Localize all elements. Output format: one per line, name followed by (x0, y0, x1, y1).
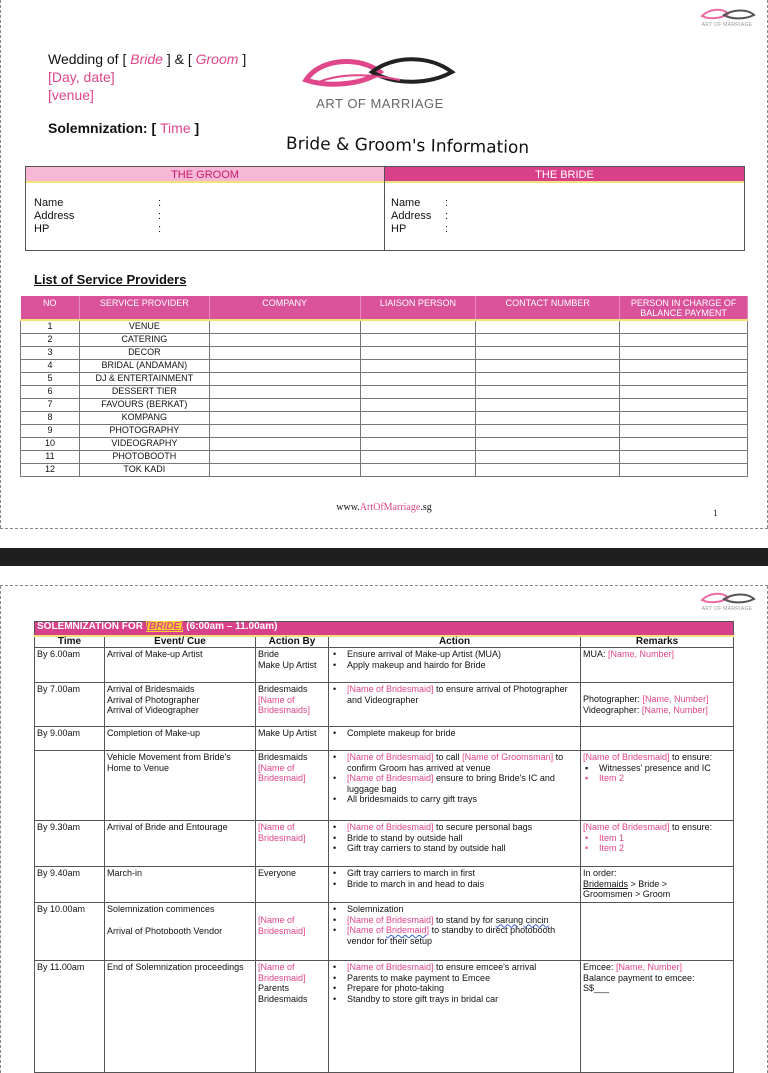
action-item: • Bride to stand by outside hall (331, 833, 578, 844)
groom-hp-colon: : (158, 223, 162, 235)
remark-line (583, 962, 731, 973)
action-rest: to call (433, 752, 463, 762)
action-item: • Ensure arrival of Make-up Artist (MUA) (331, 649, 578, 660)
event-line: Arrival of Bridesmaids (107, 684, 195, 694)
bride-placeholder: Bride (130, 51, 163, 67)
remark-line (583, 879, 731, 890)
time-cell: By 9.00am (35, 727, 105, 751)
bride-groom-info-table (25, 166, 745, 251)
contact-cell (476, 463, 620, 476)
contact-cell (476, 424, 620, 437)
balance-payment-cell (620, 437, 748, 450)
table-row (35, 961, 734, 1073)
groom-hp-label: HP (34, 223, 50, 235)
contact-cell (476, 450, 620, 463)
main-logo (300, 50, 460, 120)
liaison-cell (360, 398, 476, 411)
company-cell (209, 463, 360, 476)
balance-payment-cell (620, 320, 748, 333)
time-cell: By 7.00am (35, 683, 105, 727)
event-cell: Completion of Make-up (105, 727, 256, 751)
remarks-cell (581, 683, 734, 727)
bracket-close: ] (242, 51, 247, 67)
solemnization-line (48, 120, 199, 136)
company-cell (209, 372, 360, 385)
remarks-cell (581, 648, 734, 683)
action-rest: to ensure emcee's arrival (433, 962, 537, 972)
action-by-cell: Everyone (256, 867, 329, 903)
provider-cell: PHOTOGRAPHY (79, 424, 209, 437)
col-action-by: Action By (256, 636, 329, 648)
company-cell (209, 333, 360, 346)
remark-rest: to ensure: (669, 752, 713, 762)
action-item: • Apply makeup and hairdo for Bride (331, 660, 578, 671)
action-pink: ] (426, 925, 430, 935)
solemnization-time: Time (160, 120, 191, 136)
footer-brand: ArtOfMarriage (359, 502, 421, 513)
company-cell (209, 359, 360, 372)
wedding-prefix: Wedding of (48, 51, 119, 67)
liaison-cell (360, 372, 476, 385)
provider-cell: FAVOURS (BERKAT) (79, 398, 209, 411)
service-header-row (21, 296, 748, 320)
table-row (21, 372, 748, 385)
wedding-header (48, 50, 246, 104)
footer-url (0, 502, 768, 513)
col-remarks: Remarks (581, 636, 734, 648)
banner-prefix: SOLEMNIZATION FOR (37, 621, 146, 632)
action-cell (329, 903, 581, 961)
info-title: Bride & Groom's Information (285, 133, 530, 159)
bride-hp-label: HP (391, 223, 407, 235)
col-company: COMPANY (209, 296, 360, 320)
event-cell (105, 903, 256, 961)
remark-pink: [Name of Bridesmaid] (583, 752, 670, 762)
table-row (35, 903, 734, 961)
balance-payment-cell (620, 385, 748, 398)
action-pink: [Name of Bridesmaid] (347, 962, 434, 972)
contact-cell (476, 359, 620, 372)
contact-cell (476, 437, 620, 450)
venue-line: [venue] (48, 87, 94, 103)
solemnization-label: Solemnization: (48, 120, 148, 136)
no-cell: 5 (21, 372, 80, 385)
logo-text: ART OF MARRIAGE (316, 96, 444, 111)
action-pink: [Name of Bridesmaid] (347, 773, 434, 783)
company-cell (209, 424, 360, 437)
liaison-cell (360, 346, 476, 359)
groom-placeholder: Groom (195, 51, 239, 67)
groom-name-colon: : (158, 197, 162, 209)
col-liaison-person: LIAISON PERSON (360, 296, 476, 320)
table-row (21, 398, 748, 411)
provider-cell: DECOR (79, 346, 209, 359)
table-row (21, 411, 748, 424)
table-row (21, 424, 748, 437)
provider-cell: VIDEOGRAPHY (79, 437, 209, 450)
action-rest: to ensure arrival of Photographer and Videographer (347, 684, 568, 705)
action-pink: [Name of Bridesmaid] (347, 914, 434, 925)
remark-label: MUA: (583, 649, 609, 659)
bride-name-label: Name (391, 197, 421, 209)
liaison-cell (360, 333, 476, 346)
table-row (21, 463, 748, 476)
balance-payment-cell (620, 359, 748, 372)
action-item (331, 962, 578, 973)
no-cell: 7 (21, 398, 80, 411)
action-by-cell (256, 751, 329, 821)
schedule-header-row (35, 636, 734, 648)
remarks-cell (581, 821, 734, 867)
action-rest: to stand by for (433, 914, 496, 925)
event-line: Arrival of Photographer (107, 694, 200, 705)
groom-column (26, 167, 385, 250)
action-by-cell: [Name of Bridesmaid] (256, 821, 329, 867)
action-cell (329, 751, 581, 821)
action-by-line: Bridesmaids (258, 752, 308, 762)
action-item: • All bridesmaids to carry gift trays (331, 794, 578, 805)
time-cell: By 6.00am (35, 648, 105, 683)
page-separator (0, 548, 768, 566)
action-by-line: [Name of Bridesmaid] (258, 915, 306, 936)
event-cell: Vehicle Movement from Bride's Home to Venue (105, 751, 256, 821)
company-cell (209, 320, 360, 333)
action-item: • Solemnization (331, 904, 578, 915)
corner-logo (694, 6, 760, 32)
table-row (35, 867, 734, 903)
provider-cell: DESSERT TIER (79, 385, 209, 398)
action-item (331, 925, 578, 946)
provider-cell: KOMPANG (79, 411, 209, 424)
groom-header: THE GROOM (26, 167, 384, 183)
action-by-cell (256, 961, 329, 1073)
no-cell: 1 (21, 320, 80, 333)
no-cell: 10 (21, 437, 80, 450)
service-providers-table (20, 296, 748, 477)
action-by-line: Bridesmaids (258, 993, 308, 1004)
action-item: • Prepare for photo-taking (331, 983, 578, 994)
action-by-line: Make Up Artist (258, 659, 317, 670)
remark-underlined: Bridemaids (583, 878, 629, 889)
table-row (35, 648, 734, 683)
provider-cell: TOK KADI (79, 463, 209, 476)
company-cell (209, 437, 360, 450)
provider-cell: BRIDAL (ANDAMAN) (79, 359, 209, 372)
remark-item: ▪ Item 2 (583, 773, 731, 784)
action-cell (329, 867, 581, 903)
remark-value: [Name, Number] (641, 704, 708, 715)
action-item: • Bride to march in and head to dais (331, 879, 578, 890)
event-cell: Arrival of Bride and Entourage (105, 821, 256, 867)
action-item (331, 915, 578, 926)
time-cell (35, 751, 105, 821)
contact-cell (476, 346, 620, 359)
page-2 (0, 585, 768, 1073)
schedule-banner-row (35, 622, 734, 636)
balance-payment-cell (620, 424, 748, 437)
remark-label: Emcee: (583, 962, 617, 972)
remarks-cell (581, 727, 734, 751)
remark-pink: [Name of Bridesmaid] (583, 822, 670, 832)
action-rest: to standby to direct photobooth vendor for their setup (347, 925, 556, 946)
bracket-open: [ (122, 51, 127, 67)
balance-payment-cell (620, 398, 748, 411)
bracket-open: [ (187, 51, 192, 67)
action-item (331, 773, 578, 794)
table-row (21, 333, 748, 346)
remark-line (583, 752, 731, 763)
contact-cell (476, 385, 620, 398)
liaison-cell (360, 359, 476, 372)
col-service-provider: SERVICE PROVIDER (79, 296, 209, 320)
provider-cell: DJ & ENTERTAINMENT (79, 372, 209, 385)
ampersand: & (174, 51, 184, 67)
remark-value: [Name, Number] (616, 962, 683, 972)
day-date-line: [Day, date] (48, 69, 115, 85)
action-rest: ensure to bring Bride's IC and luggage bag (347, 773, 555, 794)
banner-suffix: (6:00am – 11.00am) (183, 621, 278, 632)
event-cell: March-in (105, 867, 256, 903)
balance-payment-cell (620, 372, 748, 385)
bride-column (385, 167, 744, 250)
remark-label: Videographer: (583, 704, 642, 715)
action-by-line: Bride (258, 649, 280, 659)
action-item: • Parents to make payment to Emcee (331, 973, 578, 984)
no-cell: 6 (21, 385, 80, 398)
footer-tld: .sg (420, 502, 432, 513)
liaison-cell (360, 411, 476, 424)
action-cell (329, 683, 581, 727)
action-squiggle: sarung cincin (495, 914, 549, 925)
remark-item: • Item 2 (583, 843, 731, 854)
table-row (21, 359, 748, 372)
bride-header: THE BRIDE (385, 167, 744, 183)
time-cell: By 10.00am (35, 903, 105, 961)
liaison-cell (360, 385, 476, 398)
action-item: • Gift tray carriers to march in first (331, 868, 578, 879)
company-cell (209, 398, 360, 411)
remarks-cell (581, 751, 734, 821)
liaison-cell (360, 463, 476, 476)
no-cell: 4 (21, 359, 80, 372)
liaison-cell (360, 450, 476, 463)
action-item (331, 752, 578, 773)
groom-name-label: Name (34, 197, 64, 209)
bride-hp-colon: : (445, 223, 449, 235)
action-pink: [Name of (347, 925, 387, 935)
time-cell: By 11.00am (35, 961, 105, 1073)
balance-payment-cell (620, 346, 748, 359)
action-by-line: Bridesmaids (258, 684, 308, 694)
table-row (35, 821, 734, 867)
wedding-of-line (48, 50, 246, 68)
table-row (35, 727, 734, 751)
company-cell (209, 411, 360, 424)
action-cell (329, 648, 581, 683)
remark-line: In order: (583, 868, 617, 878)
bracket-close: ] (166, 51, 171, 67)
no-cell: 12 (21, 463, 80, 476)
action-pink: [Name of Bridesmaid] (347, 822, 434, 832)
no-cell: 2 (21, 333, 80, 346)
time-cell: By 9.40am (35, 867, 105, 903)
solemnization-schedule-table (34, 621, 734, 1073)
company-cell (209, 450, 360, 463)
time-cell: By 9.30am (35, 821, 105, 867)
table-row (21, 320, 748, 333)
table-row (35, 683, 734, 727)
action-item: • Gift tray carriers to stand by outside hall (331, 843, 578, 854)
col-event-cue: Event/ Cue (105, 636, 256, 648)
action-by-line: [Name of Bridesmaids] (258, 694, 311, 715)
event-line: Arrival of Photobooth Vendor (107, 925, 223, 936)
table-row (21, 346, 748, 359)
remarks-cell (581, 961, 734, 1073)
col-contact-number: CONTACT NUMBER (476, 296, 620, 320)
no-cell: 3 (21, 346, 80, 359)
groom-address-label: Address (34, 210, 75, 222)
no-cell: 11 (21, 450, 80, 463)
remark-label: Photographer: (583, 694, 643, 704)
col-time: Time (35, 636, 105, 648)
rings-logo-icon (300, 50, 460, 94)
action-item: • Complete makeup for bride (331, 728, 578, 739)
provider-cell: CATERING (79, 333, 209, 346)
corner-logo-text: ART OF MARRIAGE (701, 606, 753, 612)
remark-rest: > Bride > (628, 878, 668, 889)
remark-line (583, 822, 731, 833)
footer-www: www. (336, 502, 360, 513)
remark-line: S$___ (583, 983, 610, 993)
action-rest: to secure personal bags (433, 822, 533, 832)
bride-address-label: Address (391, 210, 432, 222)
remark-item: ▪ Witnesses' presence and IC (583, 763, 731, 774)
action-item (331, 822, 578, 833)
groom-address-colon: : (158, 210, 162, 222)
balance-payment-cell (620, 463, 748, 476)
no-cell: 9 (21, 424, 80, 437)
remark-line (583, 694, 731, 705)
bracket-close: ] (194, 120, 200, 136)
remark-value: [Name, Number] (608, 649, 675, 659)
liaison-cell (360, 424, 476, 437)
action-pink: [Name of Bridesmaid] (347, 752, 434, 762)
balance-payment-cell (620, 333, 748, 346)
service-providers-title: List of Service Providers (34, 272, 187, 287)
action-rest: to confirm Groom has arrived at venue (347, 752, 564, 773)
event-cell: End of Solemnization proceedings (105, 961, 256, 1073)
no-cell: 8 (21, 411, 80, 424)
contact-cell (476, 320, 620, 333)
contact-cell (476, 372, 620, 385)
liaison-cell (360, 437, 476, 450)
balance-payment-cell (620, 450, 748, 463)
corner-logo (694, 590, 760, 616)
service-providers-body (21, 320, 748, 476)
event-line: Arrival of Videographer (107, 705, 199, 715)
event-cell: Arrival of Make-up Artist (105, 648, 256, 683)
table-row (21, 450, 748, 463)
company-cell (209, 385, 360, 398)
action-cell (329, 821, 581, 867)
remark-line (583, 705, 731, 716)
action-cell (329, 961, 581, 1073)
bride-name-colon: : (445, 197, 449, 209)
remark-value: [Name, Number] (642, 694, 709, 704)
action-item: • Standby to store gift trays in bridal car (331, 994, 578, 1005)
action-by-line: Parents (258, 983, 290, 993)
table-row (35, 751, 734, 821)
contact-cell (476, 411, 620, 424)
bracket-open: [ (151, 120, 157, 136)
event-cell (105, 683, 256, 727)
company-cell (209, 346, 360, 359)
action-pink: [Name of Groomsman] (462, 752, 554, 762)
col-balance-payment: PERSON IN CHARGE OF BALANCE PAYMENT (620, 296, 748, 320)
remarks-cell (581, 867, 734, 903)
action-by-cell (256, 648, 329, 683)
schedule-banner (35, 622, 734, 636)
liaison-cell (360, 320, 476, 333)
provider-cell: VENUE (79, 320, 209, 333)
action-cell (329, 727, 581, 751)
action-by-cell (256, 683, 329, 727)
col-action: Action (329, 636, 581, 648)
banner-bride: [BRIDE] (145, 621, 184, 632)
action-by-line: [Name of Bridesmaid] (258, 962, 306, 983)
col-no: NO (21, 296, 80, 320)
action-by-line: [Name of Bridesmaid] (258, 762, 306, 783)
action-item (331, 684, 578, 705)
page-number: 1 (713, 508, 718, 518)
bride-address-colon: : (445, 210, 449, 222)
table-row (21, 385, 748, 398)
remark-line: Balance payment to emcee: (583, 972, 695, 983)
event-line: Solemnization commences (107, 904, 215, 914)
remark-line: Groomsmen > Groom (583, 889, 671, 899)
page-1 (0, 0, 768, 529)
corner-logo-text: ART OF MARRIAGE (701, 22, 753, 28)
provider-cell: PHOTOBOOTH (79, 450, 209, 463)
action-by-cell: Make Up Artist (256, 727, 329, 751)
contact-cell (476, 398, 620, 411)
action-pink: Bridemaid (386, 925, 427, 935)
action-by-cell (256, 903, 329, 961)
remark-rest: to ensure: (669, 822, 713, 832)
table-row (21, 437, 748, 450)
remarks-cell (581, 903, 734, 961)
action-pink: [Name of Bridesmaid] (347, 684, 434, 694)
remark-item: • Item 1 (583, 833, 731, 844)
contact-cell (476, 333, 620, 346)
balance-payment-cell (620, 411, 748, 424)
